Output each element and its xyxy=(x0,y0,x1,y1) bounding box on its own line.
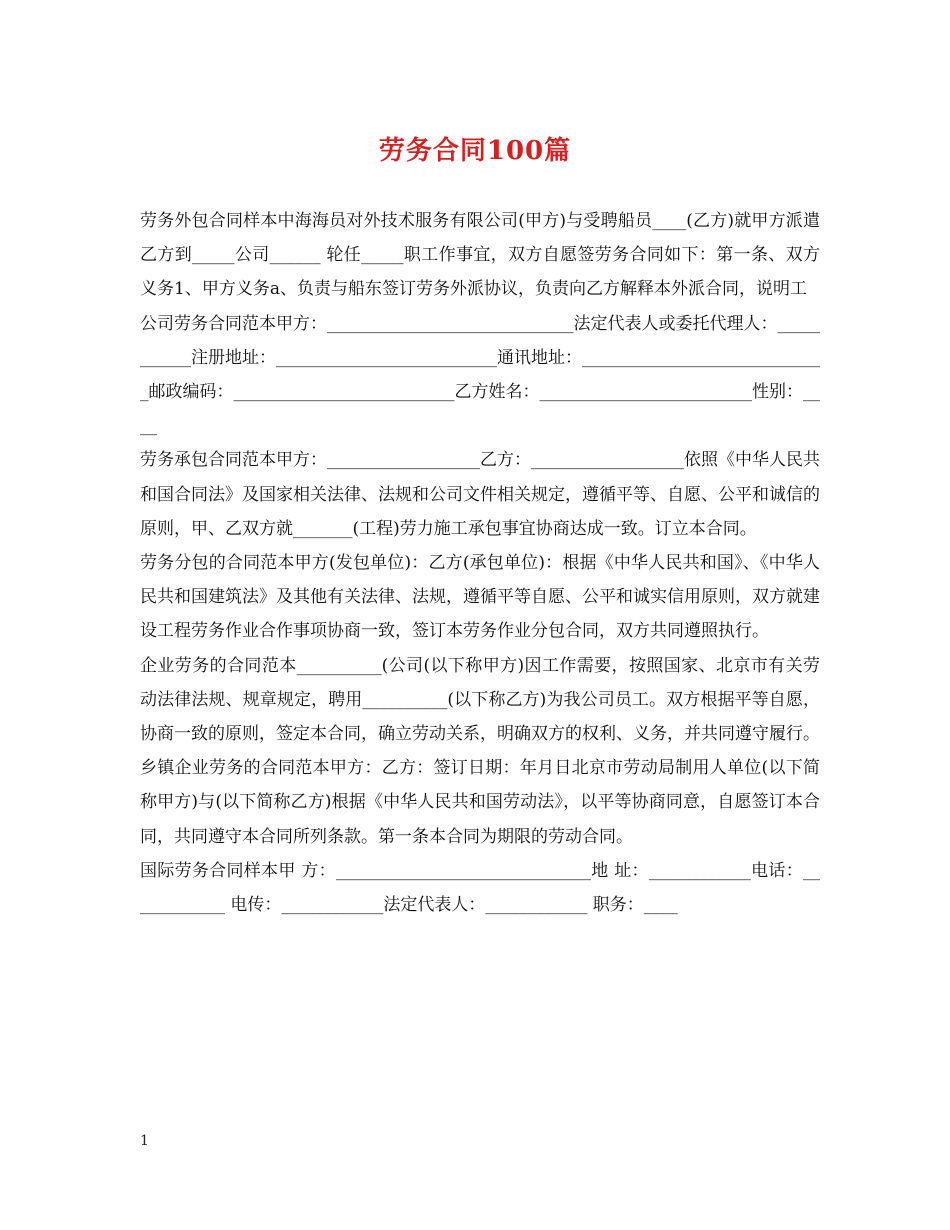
paragraph-township-contract: 乡镇企业劳务的合同范本甲方：乙方：签订日期：年月日北京市劳动局制用人单位(以下简称甲方)与(以下简称乙方)根据《中华人民共和国劳动法》，以平等协商同意，自愿签订本合同，共同遵守本合同所列条款。第一条本合同为期限的劳动合同。 xyxy=(140,758,820,847)
page-number: 1 xyxy=(140,1133,149,1149)
paragraph-outsourcing-contract: 劳务外包合同样本中海海员对外技术服务有限公司(甲方)与受聘船员____(乙方)就甲方派遣乙方到_____公司______ 轮任_____职工作事宜，双方自愿签劳务合同如下：第一条、双方义务1、甲方义务a、负责与船东签订劳务外派协议，负责向乙方解释本外派合同，说明工 xyxy=(140,211,820,300)
paragraph-international-contract: 国际劳务合同样本甲 方：______________________________地 址：____________电话：____________ 电传：____________法定代表人：____________ 职务：____ xyxy=(140,860,820,916)
document-body xyxy=(140,204,820,922)
paragraph-subcontract: 劳务分包的合同范本甲方(发包单位)：乙方(承包单位)：根据《中华人民共和国》、《中华人民共和国建筑法》及其他有关法律、法规，遵循平等自愿、公平和诚实信用原则，双方就建设工程劳务作业合作事项协商一致，签订本劳务作业分包合同，双方共同遵照执行。 xyxy=(140,553,820,642)
document-title: 劳务合同100篇 xyxy=(378,136,572,166)
paragraph-contracting-contract: 劳务承包合同范本甲方：__________________乙方：__________________依照《中华人民共和国合同法》及国家相关法律、法规和公司文件相关规定，遵循平等、自愿、公平和诚信的原则，甲、乙双方就_______(工程)劳力施工承包事宜协商达成一致。订立本合同。 xyxy=(140,450,820,539)
paragraph-company-contract: 公司劳务合同范本甲方：_____________________________法定代表人或委托代理人：___________注册地址：__________________________通讯地址：_____________________________邮政编码：__________________________乙方姓名：_________________________性别：____ xyxy=(140,313,820,437)
paragraph-enterprise-contract: 企业劳务的合同范本__________(公司(以下称甲方)因工作需要，按照国家、北京市有关劳动法律法规、规章规定，聘用__________(以下称乙方)为我公司员工。双方根据平等自愿，协商一致的原则，签定本合同，确立劳动关系，明确双方的权利、义务，并共同遵守履行。 xyxy=(140,655,820,745)
